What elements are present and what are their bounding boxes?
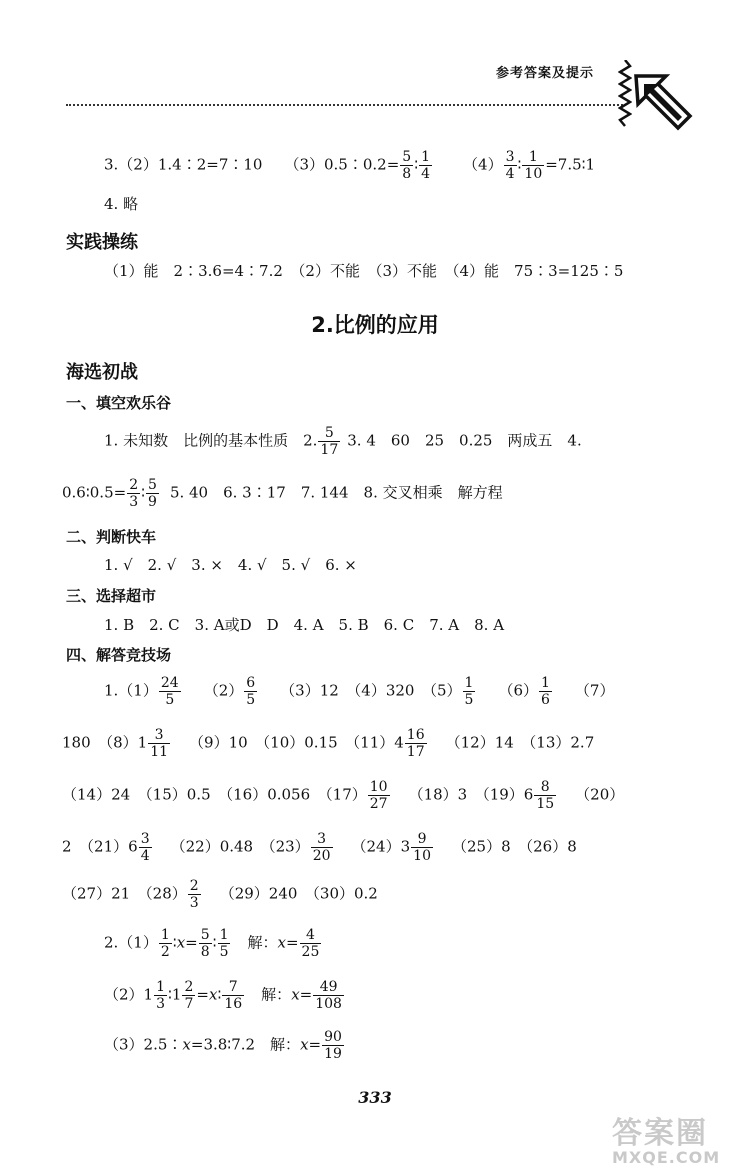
variable-x: x [300,1035,309,1054]
answer-text: （3）12 （4）320 （5） [280,681,462,700]
numerator: 1 [464,675,474,691]
fraction [522,150,544,181]
numerator: 1 [421,149,431,165]
page-number: 333 [358,1088,392,1107]
fraction [154,980,167,1011]
fraction [504,150,517,181]
fraction [188,879,201,910]
answer-text: 2.（1） [104,933,158,952]
equals-text: = [299,985,313,1004]
variable-x: x [176,933,186,952]
fraction [218,928,231,959]
fraction [159,928,172,959]
answer-text: 3. 4 60 25 0.25 两成五 4. [347,431,582,450]
fraction [322,1030,344,1061]
solve-label: 解： [247,933,278,952]
numerator: 3 [140,831,150,847]
denominator: 4 [505,166,515,182]
equals-text: = [196,985,209,1004]
fraction [199,928,212,959]
answer-text: 3.（2）1.4∶2=7∶10 [104,155,263,174]
numerator: 1 [219,927,229,943]
part4-row1 [104,676,614,707]
numerator: 9 [411,832,433,848]
part3-heading: 三、选择超市 [66,587,157,605]
numerator: 2 [184,979,194,995]
answer-text: （3）2.5∶ [104,1035,183,1054]
denominator: 5 [246,692,256,708]
colon-text: ∶ [414,155,419,174]
colon-text: ∶ [141,483,146,502]
variable-x: x [182,1035,191,1054]
denominator: 15 [536,796,555,812]
numerator: 1 [156,979,166,995]
part2-heading: 二、判断快车 [66,528,157,546]
denominator: 6 [540,692,550,708]
answer-text: （12）14 （13）2.7 [445,733,595,752]
fraction [311,832,333,863]
numerator: 90 [324,1029,342,1045]
answer-text: =7.5∶1 [545,155,596,174]
numerator: 16 [406,727,425,743]
fraction [139,832,152,863]
colon-text: ∶ [212,933,217,952]
numerator: 2 [189,878,199,894]
answer-text: （3）0.5∶0.2= [284,155,400,174]
colon-text: ∶ [217,985,222,1004]
part4-q2-1 [104,928,322,959]
answer-text: （29）240 （30）0.2 [219,884,378,903]
fraction [159,676,181,707]
part1-line2 [62,478,503,509]
numerator: 3 [148,728,170,744]
numerator: 6 [246,675,256,691]
numerator: 8 [534,780,556,796]
part4-heading: 四、解答竞技场 [66,646,172,664]
answer-text: （7） [574,681,615,700]
numerator: 1 [540,675,550,691]
denominator: 3 [129,494,139,510]
watermark-text: 答案圈 [612,1116,708,1151]
fraction [127,478,140,509]
answer-text: （22）0.48 （23） [170,837,310,856]
denominator: 27 [369,796,388,812]
denominator: 10 [524,166,543,182]
fraction [368,780,390,811]
part2-answers: 1. √ 2. √ 3. × 4. √ 5. √ 6. × [104,556,357,574]
fraction [300,928,322,959]
denominator: 9 [148,494,157,510]
answer-text: （4） [463,155,503,174]
fraction [244,676,257,707]
fraction [318,426,340,457]
colon-text: ∶ [517,155,522,174]
part1-heading: 一、填空欢乐谷 [66,394,172,412]
numerator: 2 [129,477,139,493]
fraction [148,728,170,759]
denominator: 5 [464,692,474,708]
part4-q2-2 [104,980,345,1011]
fraction [411,832,433,863]
denominator: 2 [160,944,170,960]
answer-text: （27）21 （28） [62,884,187,903]
practice-answers: （1）能 2∶3.6=4∶7.2 （2）不能 （3）不能 （4）能 75∶3=125∶5 [104,262,624,280]
numerator: 1 [522,150,544,166]
answer-text: （25）8 （26）8 [451,837,577,856]
part4-row2 [62,728,594,759]
denominator: 25 [301,944,320,960]
answer-text: 1.（1） [104,681,158,700]
part4-row3 [62,780,624,811]
numerator: 3 [505,149,515,165]
denominator: 11 [150,744,169,760]
header-title: 参考答案及提示 [496,66,595,81]
numerator: 3 [311,832,333,848]
variable-x: x [291,985,300,1004]
answer-line-prev-4: 4. 略 [104,195,139,213]
numerator: 10 [369,779,388,795]
numerator: 5 [318,426,340,442]
denominator: 5 [165,692,175,708]
fraction [539,676,552,707]
equals-text: = [285,933,299,952]
denominator: 8 [200,944,210,960]
numerator: 5 [148,477,157,493]
numerator: 5 [200,927,210,943]
answer-text: （9）10 （10）0.15 （11）4 [189,733,404,752]
solve-label: 解： [261,985,292,1004]
header-dotted-rule [66,104,626,106]
denominator: 8 [402,166,412,182]
section-heading-haixuan: 海选初战 [66,362,138,383]
part1-line1 [104,426,582,457]
section-heading-practice: 实践操练 [66,232,138,253]
denominator: 108 [315,996,342,1012]
variable-x: x [208,985,218,1004]
denominator: 20 [312,848,331,864]
arrow-icon [632,72,694,134]
numerator: 4 [300,928,322,944]
fraction [400,150,413,181]
fraction [463,676,476,707]
denominator: 10 [413,848,431,864]
fraction [313,980,344,1011]
numerator: 24 [160,675,179,691]
part4-row4 [62,832,577,863]
answer-text: 2 （21）6 [62,837,138,856]
answer-text: =3.8∶7.2 解： [190,1035,301,1054]
numerator: 7 [222,980,244,996]
answer-text: ∶1 [168,985,182,1004]
watermark-url: MXQE.COM [612,1148,721,1167]
equals-text: = [185,933,198,952]
answer-text: （18）3 （19）6 [408,785,534,804]
numerator: 1 [160,927,170,943]
fraction [182,980,195,1011]
answer-text: 0.6∶0.5= [62,483,127,502]
header-zigzag-decoration [618,60,632,130]
part4-row5 [62,879,378,910]
numerator: 5 [402,149,412,165]
answer-text: 1. 未知数 比例的基本性质 2. [104,431,318,450]
denominator: 7 [184,996,194,1012]
chapter-title: 2.比例的应用 [311,313,439,337]
numerator: 49 [313,980,344,996]
fraction [534,780,556,811]
answer-line-prev-3 [104,150,595,181]
answer-text: 180 （8）1 [62,733,148,752]
denominator: 17 [406,744,425,760]
colon-text: ∶ [172,933,177,952]
answer-text: （20） [575,785,625,804]
part4-q2-3 [104,1030,345,1061]
denominator: 5 [219,944,229,960]
part3-answers: 1. B 2. C 3. A或D D 4. A 5. B 6. C 7. A 8. A [104,616,505,634]
answer-text: （2）1 [104,985,154,1004]
answer-text: （14）24 （15）0.5 （16）0.056 （17） [62,785,367,804]
fraction [405,728,427,759]
denominator: 4 [421,166,431,182]
watermark-logo [612,1108,720,1167]
fraction [419,150,432,181]
answer-text: （2） [203,681,244,700]
denominator: 16 [224,996,243,1012]
denominator: 3 [156,996,166,1012]
equals-text: = [308,1035,322,1054]
answer-text: （6） [498,681,538,700]
answer-text: 5. 40 6. 3∶17 7. 144 8. 交叉相乘 解方程 [169,483,503,502]
denominator: 4 [140,848,150,864]
denominator: 17 [320,442,339,458]
denominator: 19 [324,1046,342,1062]
fraction [146,478,159,509]
variable-x: x [277,933,286,952]
denominator: 3 [189,895,199,911]
fraction [222,980,244,1011]
answer-text: （24）3 [351,837,411,856]
